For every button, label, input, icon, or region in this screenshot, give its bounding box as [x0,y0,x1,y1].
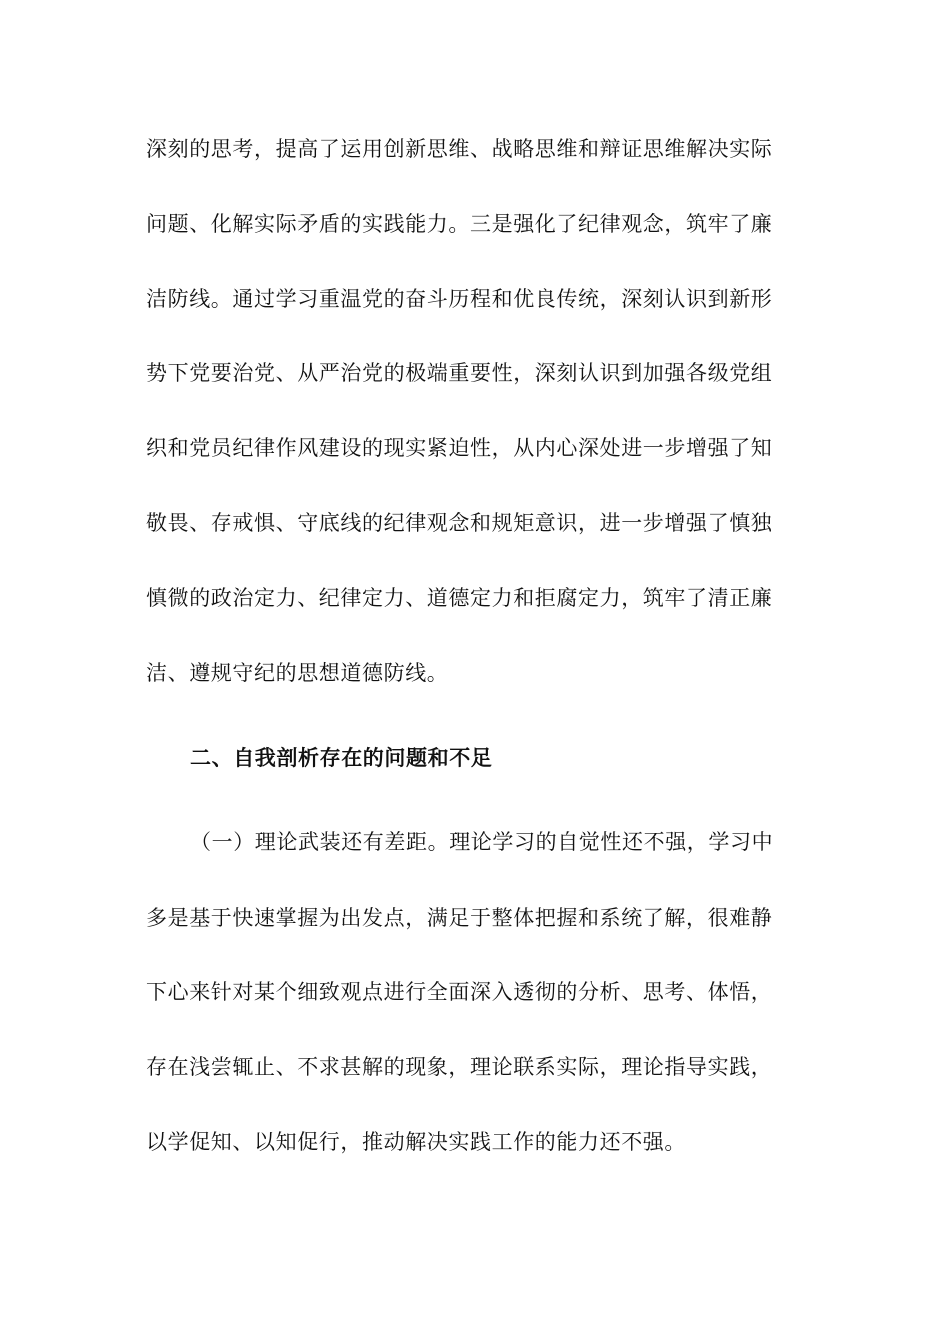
paragraph-2-line-5: 以学促知、以知促行，推动解决实践工作的能力还不强。 [146,1130,686,1154]
paragraph-1-line-3: 洁防线。通过学习重温党的奋斗历程和优良传统，深刻认识到新形 [146,287,773,311]
paragraph-2-line-3: 下心来针对某个细致观点进行全面深入透彻的分析、思考、体悟， [146,980,773,1004]
paragraph-1-line-7: 慎微的政治定力、纪律定力、道德定力和拒腐定力，筑牢了清正廉 [146,586,773,610]
section-heading: 二、自我剖析存在的问题和不足 [190,745,493,770]
paragraph-1-line-8: 洁、遵规守纪的思想道德防线。 [146,661,449,685]
paragraph-2-line-1: （一）理论武装还有差距。理论学习的自觉性还不强，学习中 [190,830,774,854]
paragraph-1-line-1: 深刻的思考，提高了运用创新思维、战略思维和辩证思维解决实际 [146,137,773,161]
paragraph-1-line-4: 势下党要治党、从严治党的极端重要性，深刻认识到加强各级党组 [146,361,773,385]
paragraph-1-line-5: 织和党员纪律作风建设的现实紧迫性，从内心深处进一步增强了知 [146,436,773,460]
paragraph-2-line-2: 多是基于快速掌握为出发点，满足于整体把握和系统了解，很难静 [146,906,773,930]
paragraph-2-line-4: 存在浅尝辄止、不求甚解的现象，理论联系实际，理论指导实践， [146,1055,773,1079]
paragraph-1-line-2: 问题、化解实际矛盾的实践能力。三是强化了纪律观念，筑牢了廉 [146,212,773,236]
paragraph-1-line-6: 敬畏、存戒惧、守底线的纪律观念和规矩意识，进一步增强了慎独 [146,511,773,535]
